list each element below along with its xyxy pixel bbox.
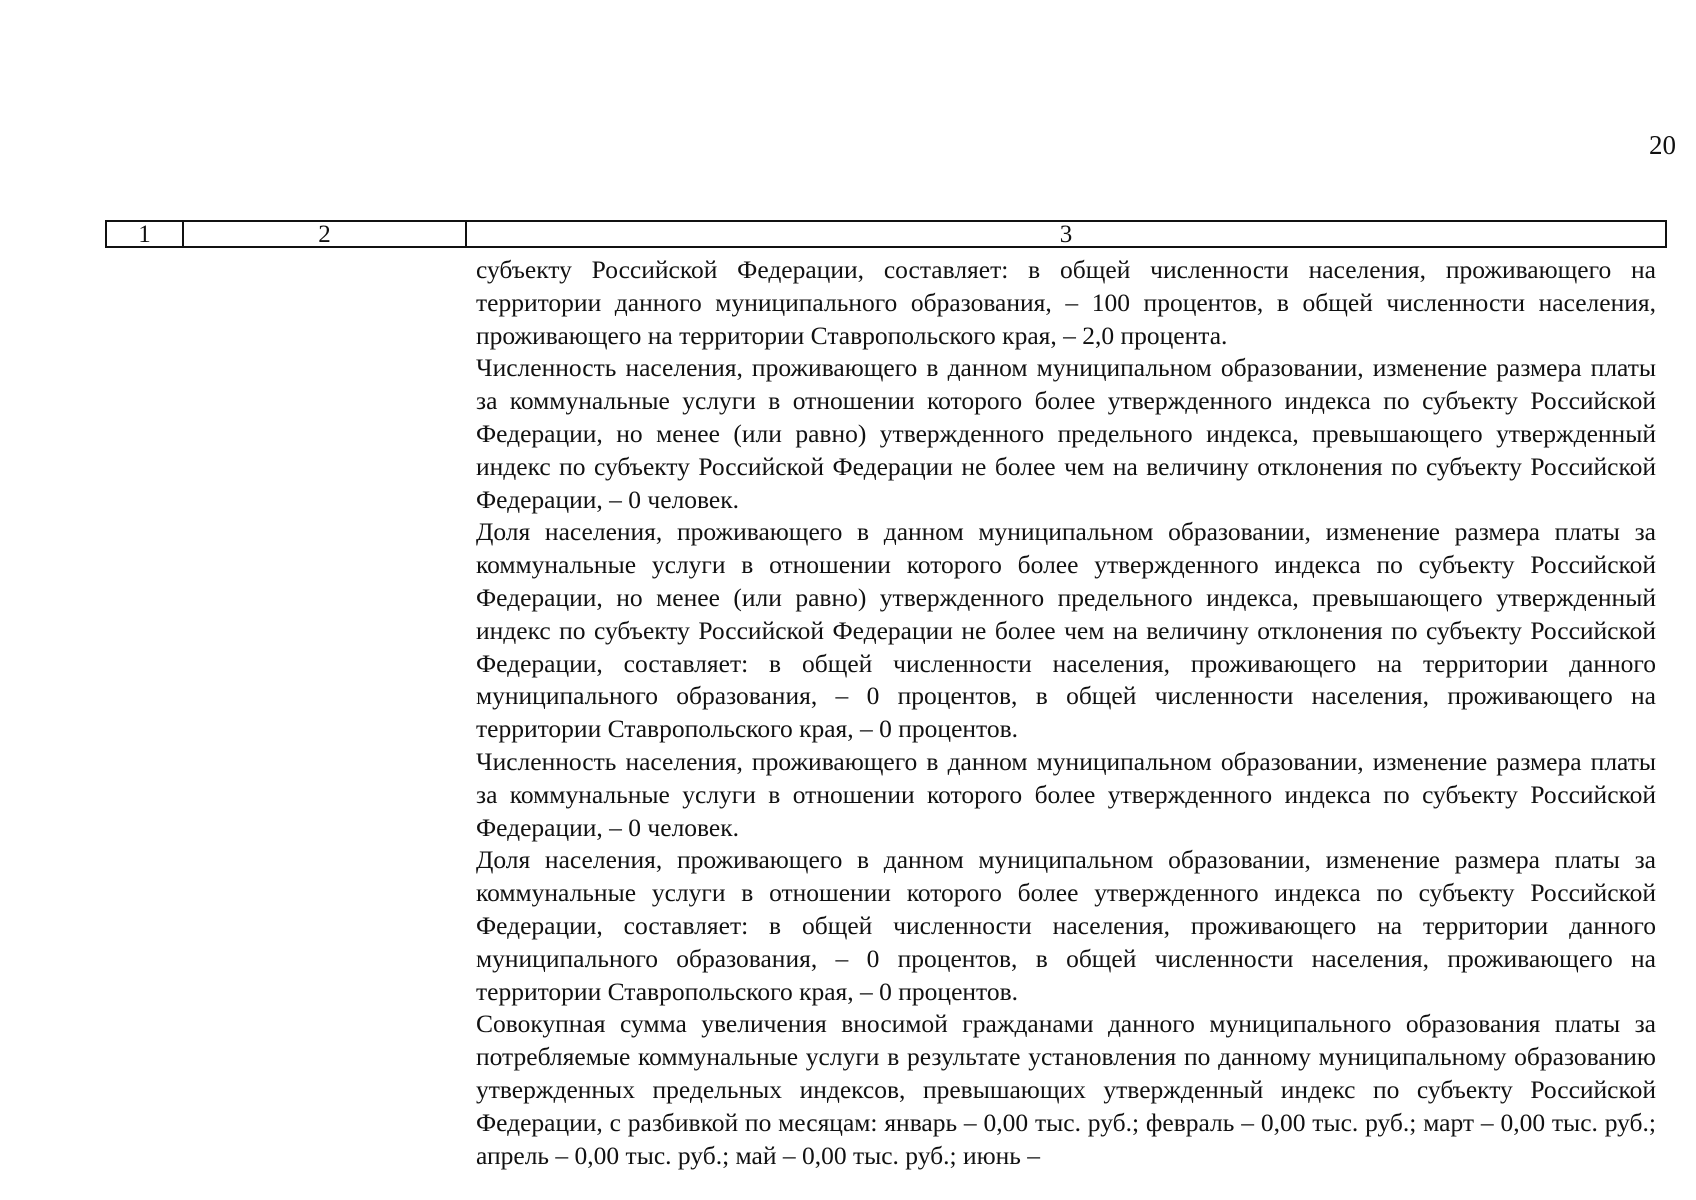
paragraph: Доля населения, проживающего в данном муниципальном образовании, изменение размера платы за коммунальные услуги в отношении которого более утвержденного индекса по субъекту Российской Федерации, но менее (или равно) утвержденного предельного индекса, превышающего утвержденный индекс по субъекту Российской Федерации не более чем на величину отклонения по субъекту Российской Федерации, составляет: в общей численности населения, проживающего на территории данного муниципального образования, – 0 процентов, в общей численности населения, проживающего на территории Ставропольского края, – 0 процентов. <box>476 517 1656 744</box>
paragraph: субъекту Российской Федерации, составляет: в общей численности населения, проживающего на территории данного муниципального образования, – 100 процентов, в общей численности населения, проживающего на территории Ставропольского края, – 2,0 процента. <box>476 255 1656 350</box>
paragraph: Доля населения, проживающего в данном муниципальном образовании, изменение размера платы за коммунальные услуги в отношении которого более утвержденного индекса по субъекту Российской Федерации, составляет: в общей численности населения, проживающего на территории данного муниципального образования, – 0 процентов, в общей численности населения, проживающего на территории Ставропольского края, – 0 процентов. <box>476 845 1656 1006</box>
column-number-header <box>105 220 1667 248</box>
column-3-number: 3 <box>1059 221 1073 248</box>
paragraph: Численность населения, проживающего в данном муниципальном образовании, изменение размера платы за коммунальные услуги в отношении которого более утвержденного индекса по субъекту Российской Федерации, – 0 человек. <box>476 746 1656 842</box>
column-3-content <box>476 254 1656 1172</box>
paragraph: Совокупная сумма увеличения вносимой гражданами данного муниципального образования платы за потребляемые коммунальные услуги в результате установления по данному муниципальному образованию утвержденных предельных индексов, превышающих утвержденный индекс по субъекту Российской Федерации, с разбивкой по месяцам: январь – 0,00 тыс. руб.; февраль – 0,00 тыс. руб.; март – 0,00 тыс. руб.; апрель – 0,00 тыс. руб.; май – 0,00 тыс. руб.; июнь – <box>476 1009 1656 1170</box>
column-1-number: 1 <box>107 222 184 246</box>
paragraph: Численность населения, проживающего в данном муниципальном образовании, изменение размера платы за коммунальные услуги в отношении которого более утвержденного индекса по субъекту Российской Федерации, но менее (или равно) утвержденного предельного индекса, превышающего утвержденный индекс по субъекту Российской Федерации не более чем на величину отклонения по субъекту Российской Федерации, – 0 человек. <box>476 353 1656 514</box>
page-number: 20 <box>1649 130 1676 160</box>
column-2-number: 2 <box>184 222 467 246</box>
